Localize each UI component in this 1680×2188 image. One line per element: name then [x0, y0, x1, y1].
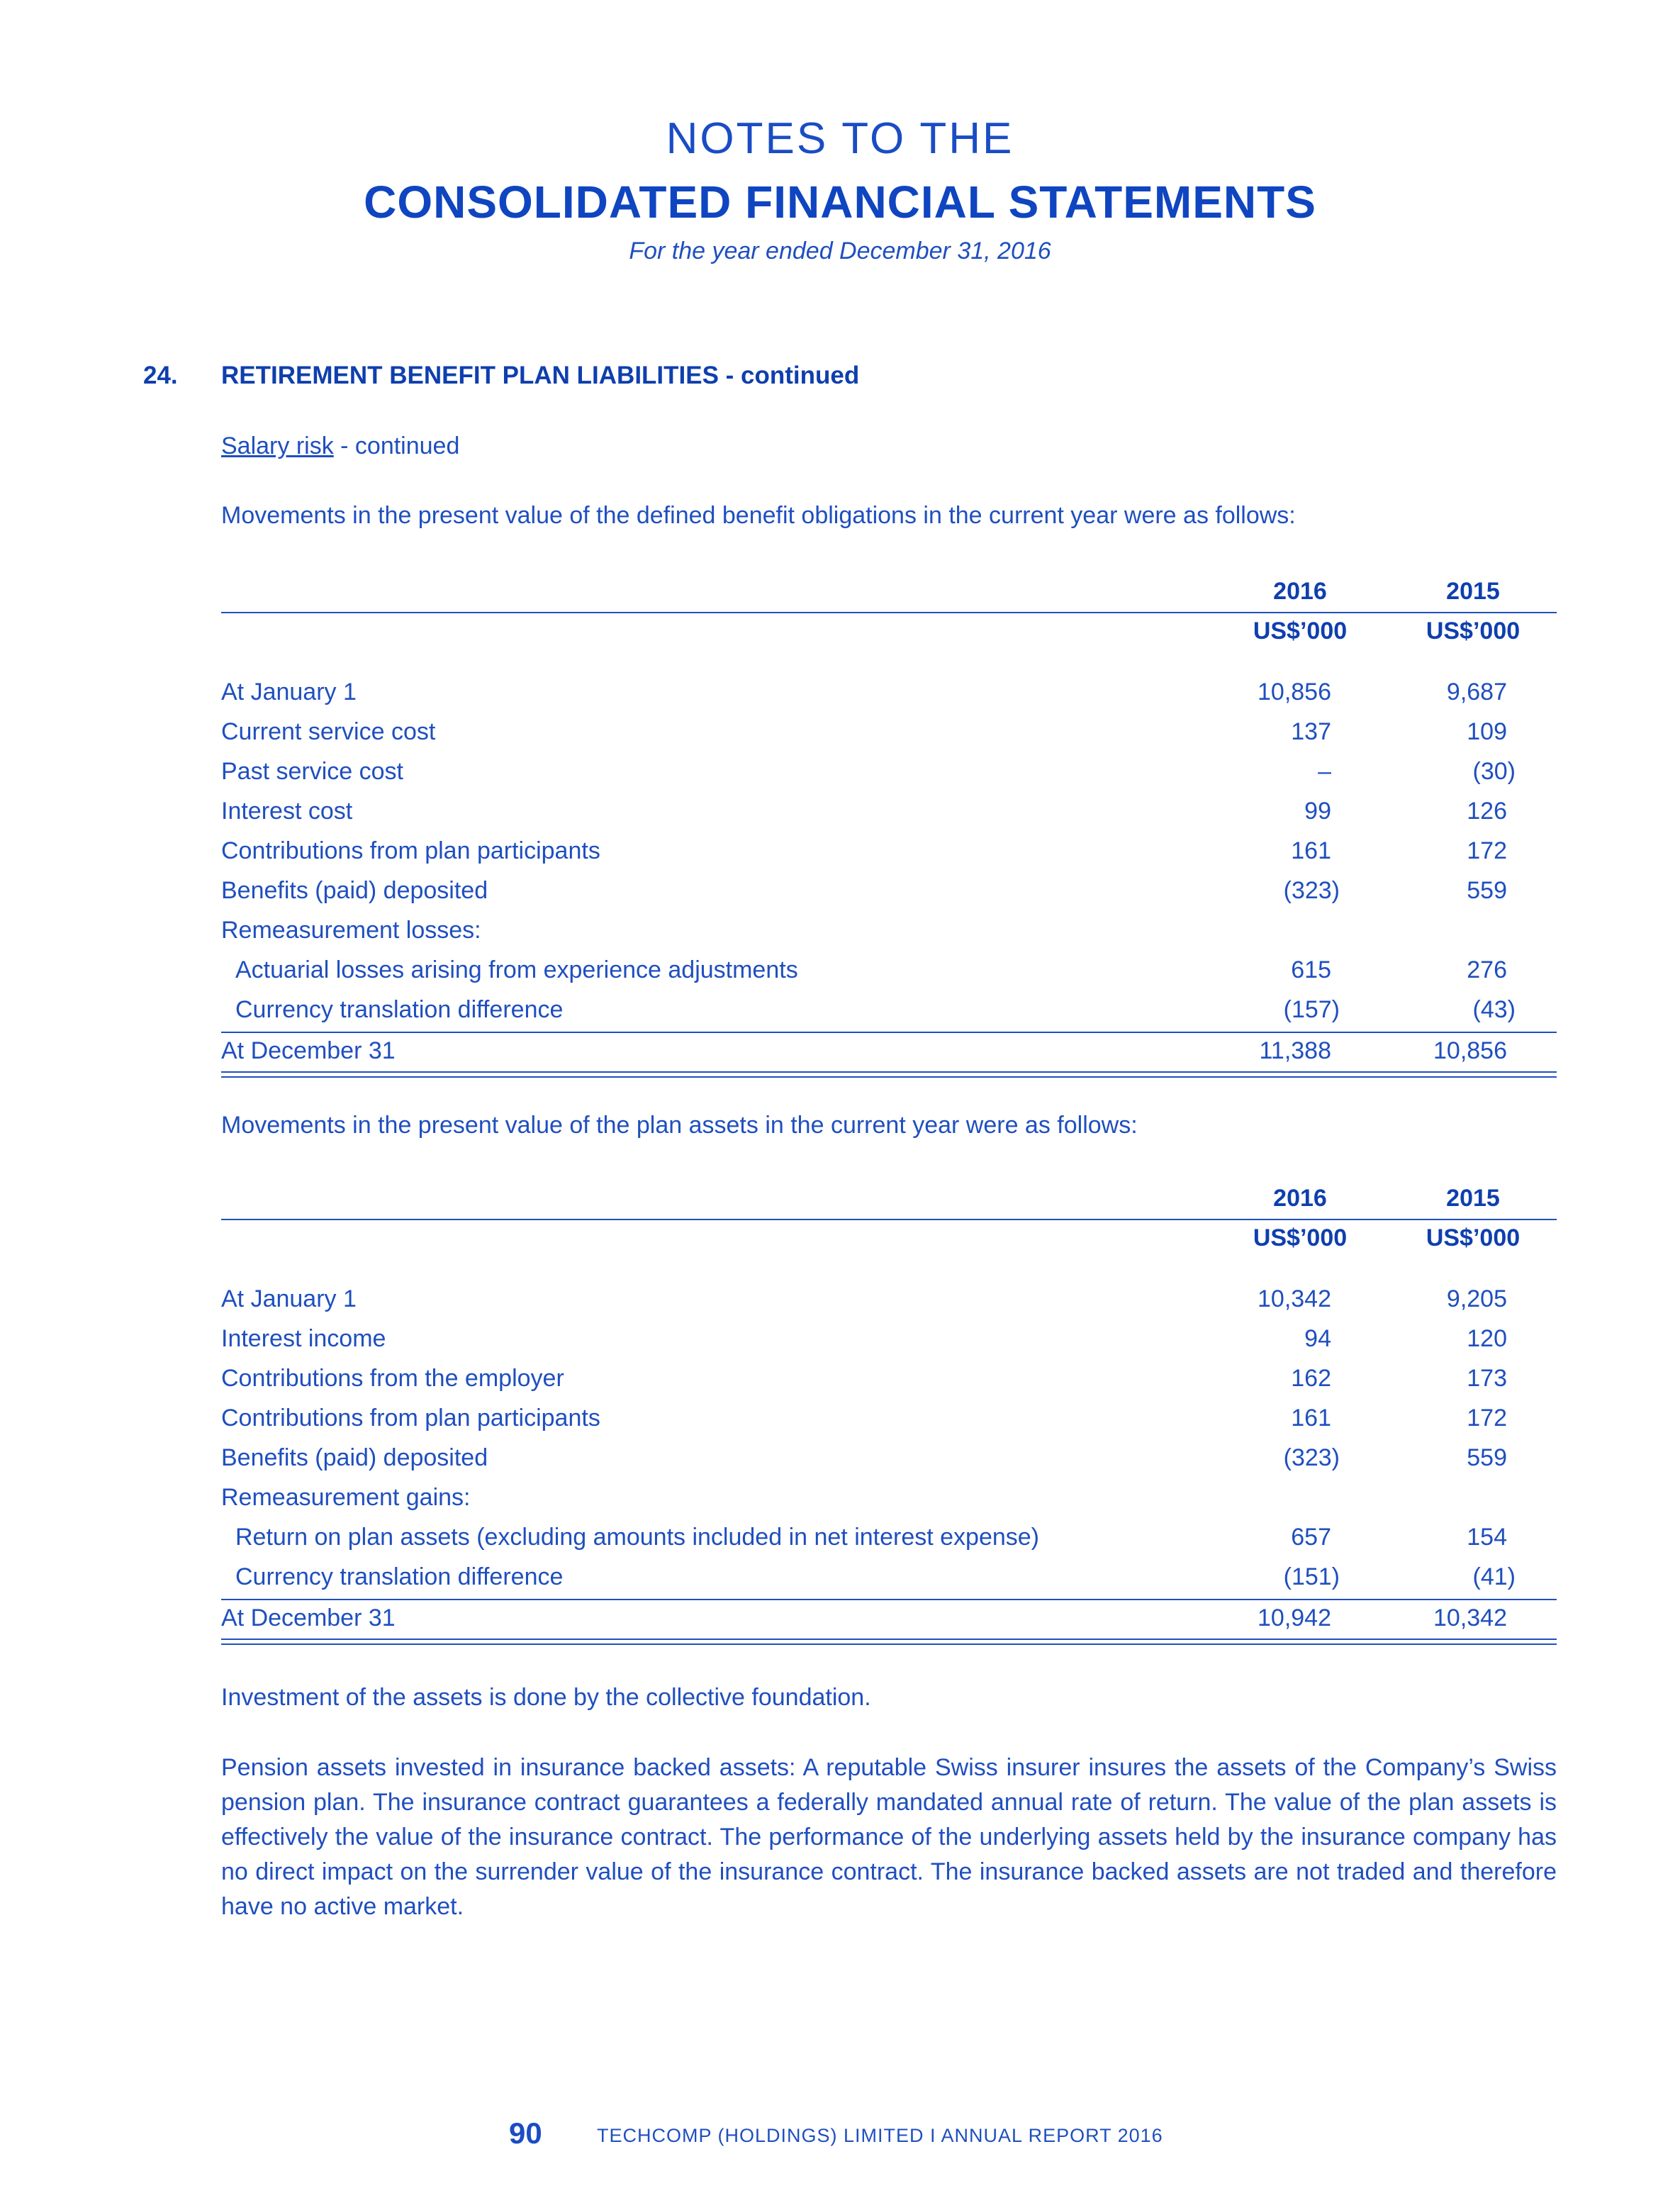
value-2016: (323) [1283, 877, 1340, 904]
value-2015: 120 [1467, 1325, 1507, 1352]
row-label: Benefits (paid) deposited [221, 877, 488, 904]
table-row [221, 679, 1557, 718]
row-label: Currency translation difference [235, 996, 564, 1023]
table-row [221, 996, 1557, 1036]
row-label: Return on plan assets (excluding amounts included in net interest expense) [235, 1524, 1040, 1551]
table-row [221, 1563, 1557, 1603]
value-2015: 276 [1467, 956, 1507, 983]
table2-intro: Movements in the present value of the plan assets in the current year were as follows: [221, 1112, 1138, 1139]
row-label: Contributions from the employer [221, 1365, 564, 1392]
row-label: At January 1 [221, 1285, 357, 1312]
table-row [221, 956, 1557, 996]
table-row [221, 1444, 1557, 1484]
row-label: Interest cost [221, 798, 353, 825]
row-label: At January 1 [221, 679, 357, 705]
value-2015: (30) [1472, 758, 1516, 785]
row-label: Interest income [221, 1325, 386, 1352]
row-label: Benefits (paid) deposited [221, 1444, 488, 1471]
table1-currency-2015: US$’000 [1426, 618, 1521, 644]
row-label: Currency translation difference [235, 1563, 564, 1590]
table-row [221, 718, 1557, 758]
value-2016: 657 [1291, 1524, 1331, 1551]
value-2016: 137 [1291, 718, 1331, 745]
table2-currency-2016: US$’000 [1253, 1224, 1348, 1251]
header-title-line2: CONSOLIDATED FINANCIAL STATEMENTS [364, 177, 1316, 228]
value-2016: 10,342 [1258, 1285, 1331, 1312]
value-2016: (157) [1283, 996, 1340, 1023]
row-label: Contributions from plan participants [221, 837, 600, 864]
value-2016: 99 [1304, 798, 1331, 825]
row-label: Remeasurement losses: [221, 917, 481, 944]
table2-year-2016: 2016 [1273, 1185, 1327, 1212]
value-2015: 154 [1467, 1524, 1507, 1551]
header-subtitle: For the year ended December 31, 2016 [629, 238, 1051, 264]
table-row [221, 877, 1557, 917]
table2-currency-2015: US$’000 [1426, 1224, 1521, 1251]
value-2016: 615 [1291, 956, 1331, 983]
table-row [221, 758, 1557, 798]
paragraph-pension-assets: Pension assets invested in insurance backed assets: A reputable Swiss insurer insures the assets of the Company’s Swiss pension plan. The insurance contract guarantees a federally mandated annual rate of return. The value of the plan assets is effectively the value of the insurance contract. The performance of the underlying assets held by the insurance company has no direct impact on the surrender value of the insurance contract. The insurance backed assets are not traded and therefore have no active market. [221, 1754, 1557, 1920]
table-row [221, 1365, 1557, 1405]
row-label: At December 31 [221, 1037, 396, 1064]
value-2016: (151) [1283, 1563, 1340, 1590]
section-title: RETIREMENT BENEFIT PLAN LIABILITIES - continued [221, 362, 860, 389]
table2-subtotal-rule [221, 1599, 1557, 1600]
paragraph-investment: Investment of the assets is done by the collective foundation. [221, 1684, 871, 1711]
table1-header-rule [221, 612, 1557, 613]
row-label: Past service cost [221, 758, 403, 785]
value-2016: 11,388 [1259, 1037, 1331, 1064]
row-label: Remeasurement gains: [221, 1484, 471, 1511]
value-2015: 559 [1467, 877, 1507, 904]
value-2016: – [1318, 758, 1331, 785]
table2-year-2015: 2015 [1446, 1185, 1500, 1212]
table-row [221, 1484, 1557, 1524]
value-2016: 161 [1291, 1405, 1331, 1431]
value-2016: 10,942 [1258, 1604, 1331, 1631]
value-2015: 559 [1467, 1444, 1507, 1471]
row-label: Current service cost [221, 718, 436, 745]
value-2015: 172 [1467, 837, 1507, 864]
value-2016: 94 [1304, 1325, 1331, 1352]
value-2015: 9,687 [1446, 679, 1507, 705]
row-label: Contributions from plan participants [221, 1405, 600, 1431]
value-2015: 10,342 [1433, 1604, 1507, 1631]
value-2015: 172 [1467, 1405, 1507, 1431]
value-2016: 10,856 [1258, 679, 1331, 705]
value-2015: 173 [1467, 1365, 1507, 1392]
section-number: 24. [143, 362, 178, 389]
table-row [221, 1405, 1557, 1444]
value-2015: 109 [1467, 718, 1507, 745]
table1-year-2015: 2015 [1446, 578, 1500, 605]
table1-year-2016: 2016 [1273, 578, 1327, 605]
row-label: At December 31 [221, 1604, 396, 1631]
header-title-line1: NOTES TO THE [666, 114, 1014, 163]
table1-subtotal-rule [221, 1032, 1557, 1033]
table2-header-rule [221, 1219, 1557, 1220]
value-2015: (41) [1472, 1563, 1516, 1590]
table-row [221, 798, 1557, 837]
value-2016: (323) [1283, 1444, 1340, 1471]
value-2015: 10,856 [1433, 1037, 1507, 1064]
row-label: Actuarial losses arising from experience adjustments [235, 956, 798, 983]
value-2016: 161 [1291, 837, 1331, 864]
table1-total-double-rule [221, 1071, 1557, 1078]
table2-total-double-rule [221, 1639, 1557, 1645]
table-row [221, 837, 1557, 877]
footer-text: TECHCOMP (HOLDINGS) LIMITED I ANNUAL REPORT 2016 [597, 2125, 1163, 2146]
table-row [221, 1524, 1557, 1563]
table1-intro: Movements in the present value of the defined benefit obligations in the current year were as follows: [221, 502, 1296, 529]
value-2015: 126 [1467, 798, 1507, 825]
table-row [221, 1285, 1557, 1325]
table1-currency-2016: US$’000 [1253, 618, 1348, 644]
value-2015: (43) [1472, 996, 1516, 1023]
subheading-suffix: - continued [333, 432, 460, 459]
value-2016: 162 [1291, 1365, 1331, 1392]
page-footer [0, 2116, 1680, 2152]
page-number: 90 [509, 2116, 542, 2150]
table-row [221, 917, 1557, 956]
subheading-link: Salary risk [221, 432, 334, 459]
table-row [221, 1325, 1557, 1365]
value-2015: 9,205 [1446, 1285, 1507, 1312]
subheading [221, 432, 459, 460]
